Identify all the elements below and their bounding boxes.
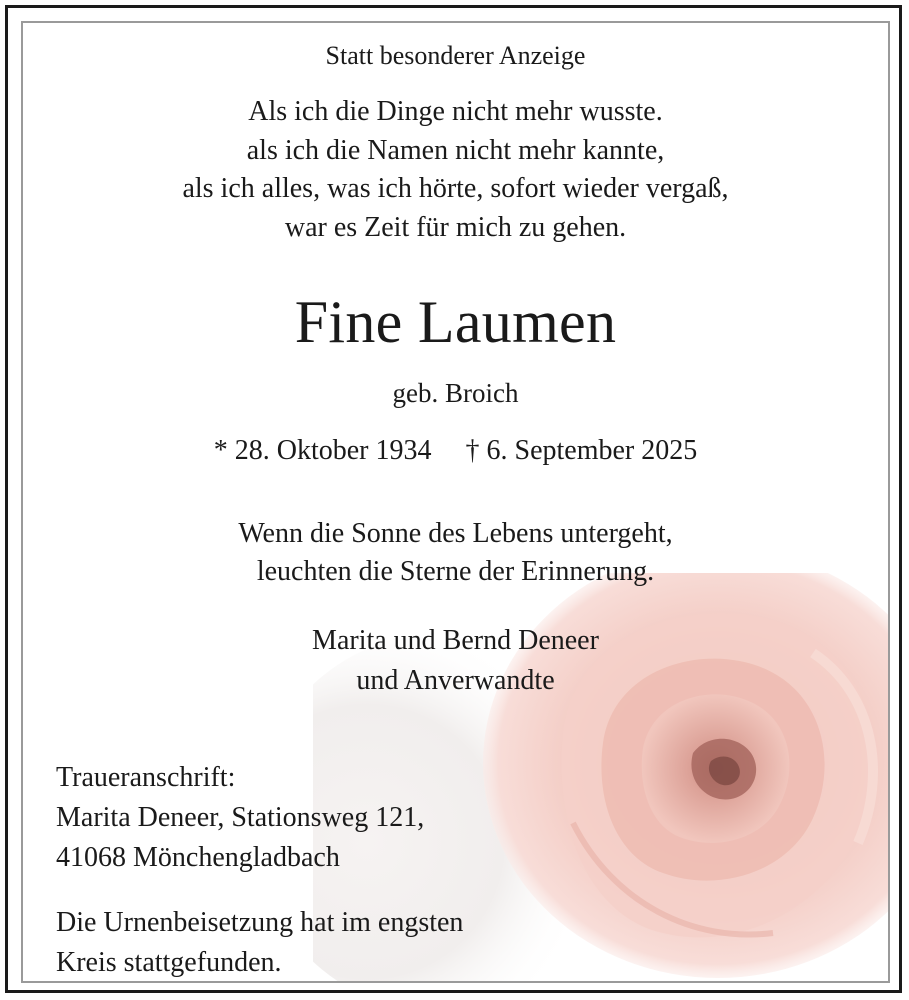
life-dates — [23, 435, 888, 467]
address-line: Traueranschrift: — [56, 762, 236, 793]
burial-note — [56, 903, 463, 983]
mourning-address — [56, 758, 424, 878]
family-line: Marita und Bernd Deneer — [312, 625, 599, 656]
note-line: Kreis stattgefunden. — [56, 947, 282, 978]
quote-line: leuchten die Sterne der Erinnerung. — [256, 556, 655, 587]
note-line: Die Urnenbeisetzung hat im engsten — [56, 907, 464, 938]
deceased-name: Fine Laumen — [294, 289, 617, 355]
poem — [23, 93, 888, 247]
poem-line: als ich die Namen nicht mehr kannte, — [246, 134, 665, 166]
death-date: † 6. September 2025 — [465, 435, 698, 466]
outer-border — [5, 5, 902, 993]
family-line: und Anverwandte — [356, 665, 555, 696]
notice-header: Statt besonderer Anzeige — [325, 41, 586, 70]
address-line: Marita Deneer, Stationsweg 121, — [56, 802, 425, 833]
address-line: 41068 Mönchengladbach — [56, 842, 340, 873]
family-signature — [23, 621, 888, 701]
poem-line: Als ich die Dinge nicht mehr wusste. — [248, 96, 663, 127]
quote-line: Wenn die Sonne des Lebens untergeht, — [238, 518, 673, 549]
notice-panel — [21, 21, 890, 983]
poem-line: war es Zeit für mich zu gehen. — [284, 211, 627, 243]
poem-line: als ich alles, was ich hörte, sofort wieder vergaß, — [182, 173, 729, 204]
birth-date: * 28. Oktober 1934 — [213, 435, 432, 466]
maiden-name: geb. Broich — [392, 378, 519, 408]
memorial-quote — [23, 515, 888, 591]
